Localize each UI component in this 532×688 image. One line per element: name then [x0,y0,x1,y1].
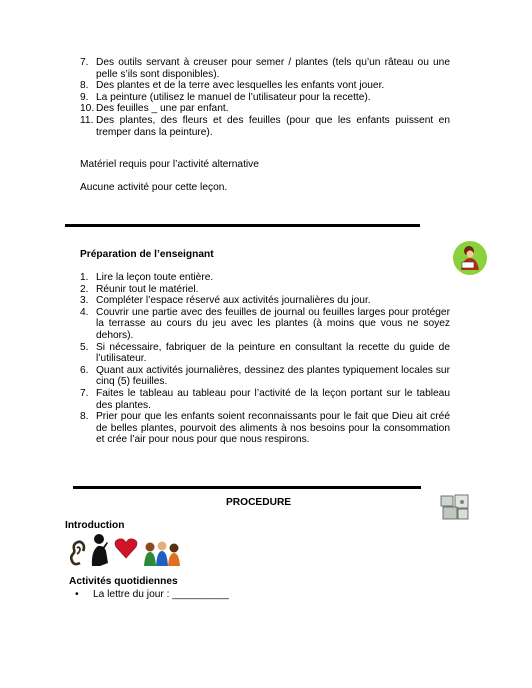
prep-step-item [80,411,450,446]
teacher-prep-list [80,272,450,446]
prep-step-item [80,342,450,365]
material-item-text: Des feuilles _ une par enfant. [96,103,229,115]
daily-activity-item [69,589,369,601]
prep-step-item [80,307,450,342]
prep-step-item [80,272,450,284]
alt-material-heading: Matériel requis pour l’activité alternative [80,159,259,170]
children-group-icon [142,540,182,567]
material-item-number: 7. [80,57,89,68]
prep-step-item [80,365,450,388]
daily-activities-title: Activités quotidiennes [69,576,178,587]
daily-activities-list [69,589,369,601]
material-item [80,115,450,138]
material-item-text: Des plantes, des fleurs et des feuilles (pour que les enfants puissent en tremper dans la peinture). [96,114,450,138]
prep-step-item-text: Réunir tout le matériel. [96,283,199,295]
prep-step-item-number: 5. [80,341,89,353]
prep-step-item-number: 7. [80,387,89,399]
heart-icon [114,537,138,559]
section-divider [65,224,420,227]
prep-step-item-text: Faites le tableau au tableau pour l’activité de la leçon portant sur le tableau des plantes. [96,387,450,411]
material-item [80,57,450,80]
material-item-text: Des outils servant à creuser pour semer / plantes (tels qu’un râteau ou une pelle s’ils sont disponibles). [96,57,450,80]
prep-step-item-text: Si nécessaire, fabriquer de la peinture en consultant la recette du guide de l’utilisateur. [96,341,450,365]
ear-icon [64,537,86,567]
teacher-prep-title: Préparation de l’enseignant [80,249,214,260]
prep-step-item-text: Compléter l’espace réservé aux activités journalières du jour. [96,295,371,307]
material-item [80,80,450,92]
blocks-stack-icon [440,493,470,521]
prep-step-item [80,295,450,307]
introduction-label: Introduction [65,520,125,531]
prep-step-item-text: Lire la leçon toute entière. [96,272,214,283]
prep-step-item [80,388,450,411]
material-item-number: 11. [80,114,94,126]
prep-step-item-number: 2. [80,283,89,295]
prep-step-item-number: 6. [80,364,89,376]
prep-step-item [80,284,450,296]
material-item-number: 8. [80,80,89,92]
material-item [80,103,450,115]
alt-material-text: Aucune activité pour cette leçon. [80,182,228,193]
teacher-reading-icon [452,240,488,276]
prep-step-item-number: 4. [80,306,89,318]
praying-person-icon [88,533,112,567]
bullet-icon: • [75,589,79,600]
prep-step-item-text: Quant aux activités journalières, dessinez des plantes typiquement locales sur cinq (5) feuilles. [96,364,450,388]
materials-list [80,57,450,138]
daily-activity-text: La lettre du jour : __________ [93,589,229,600]
material-item-number: 10. [80,103,95,115]
material-item-text: Des plantes et de la terre avec lesquelles les enfants vont jouer. [96,80,385,92]
material-item-number: 9. [80,91,89,103]
prep-step-item-number: 3. [80,295,89,307]
prep-step-item-text: Couvrir une partie avec des feuilles de journal ou feuilles larges pour protéger la terrasse au cours du jeu avec les plantes (à moins que vous ne soyez dehors). [96,306,450,341]
procedure-divider [73,486,421,489]
procedure-title: PROCEDURE [226,497,292,508]
prep-step-item-text: Prier pour que les enfants soient reconnaissants pour le fait que Dieu ait créé de belles plantes, pourvoit des aliments à nos besoins pour la consommation et crée l’air pour nous pour que nous respirons. [96,411,450,446]
prep-step-item-number: 8. [80,411,89,423]
prep-step-item-number: 1. [80,272,89,283]
material-item-text: La peinture (utilisez le manuel de l’utilisateur pour la recette). [96,91,371,103]
material-item [80,92,450,104]
